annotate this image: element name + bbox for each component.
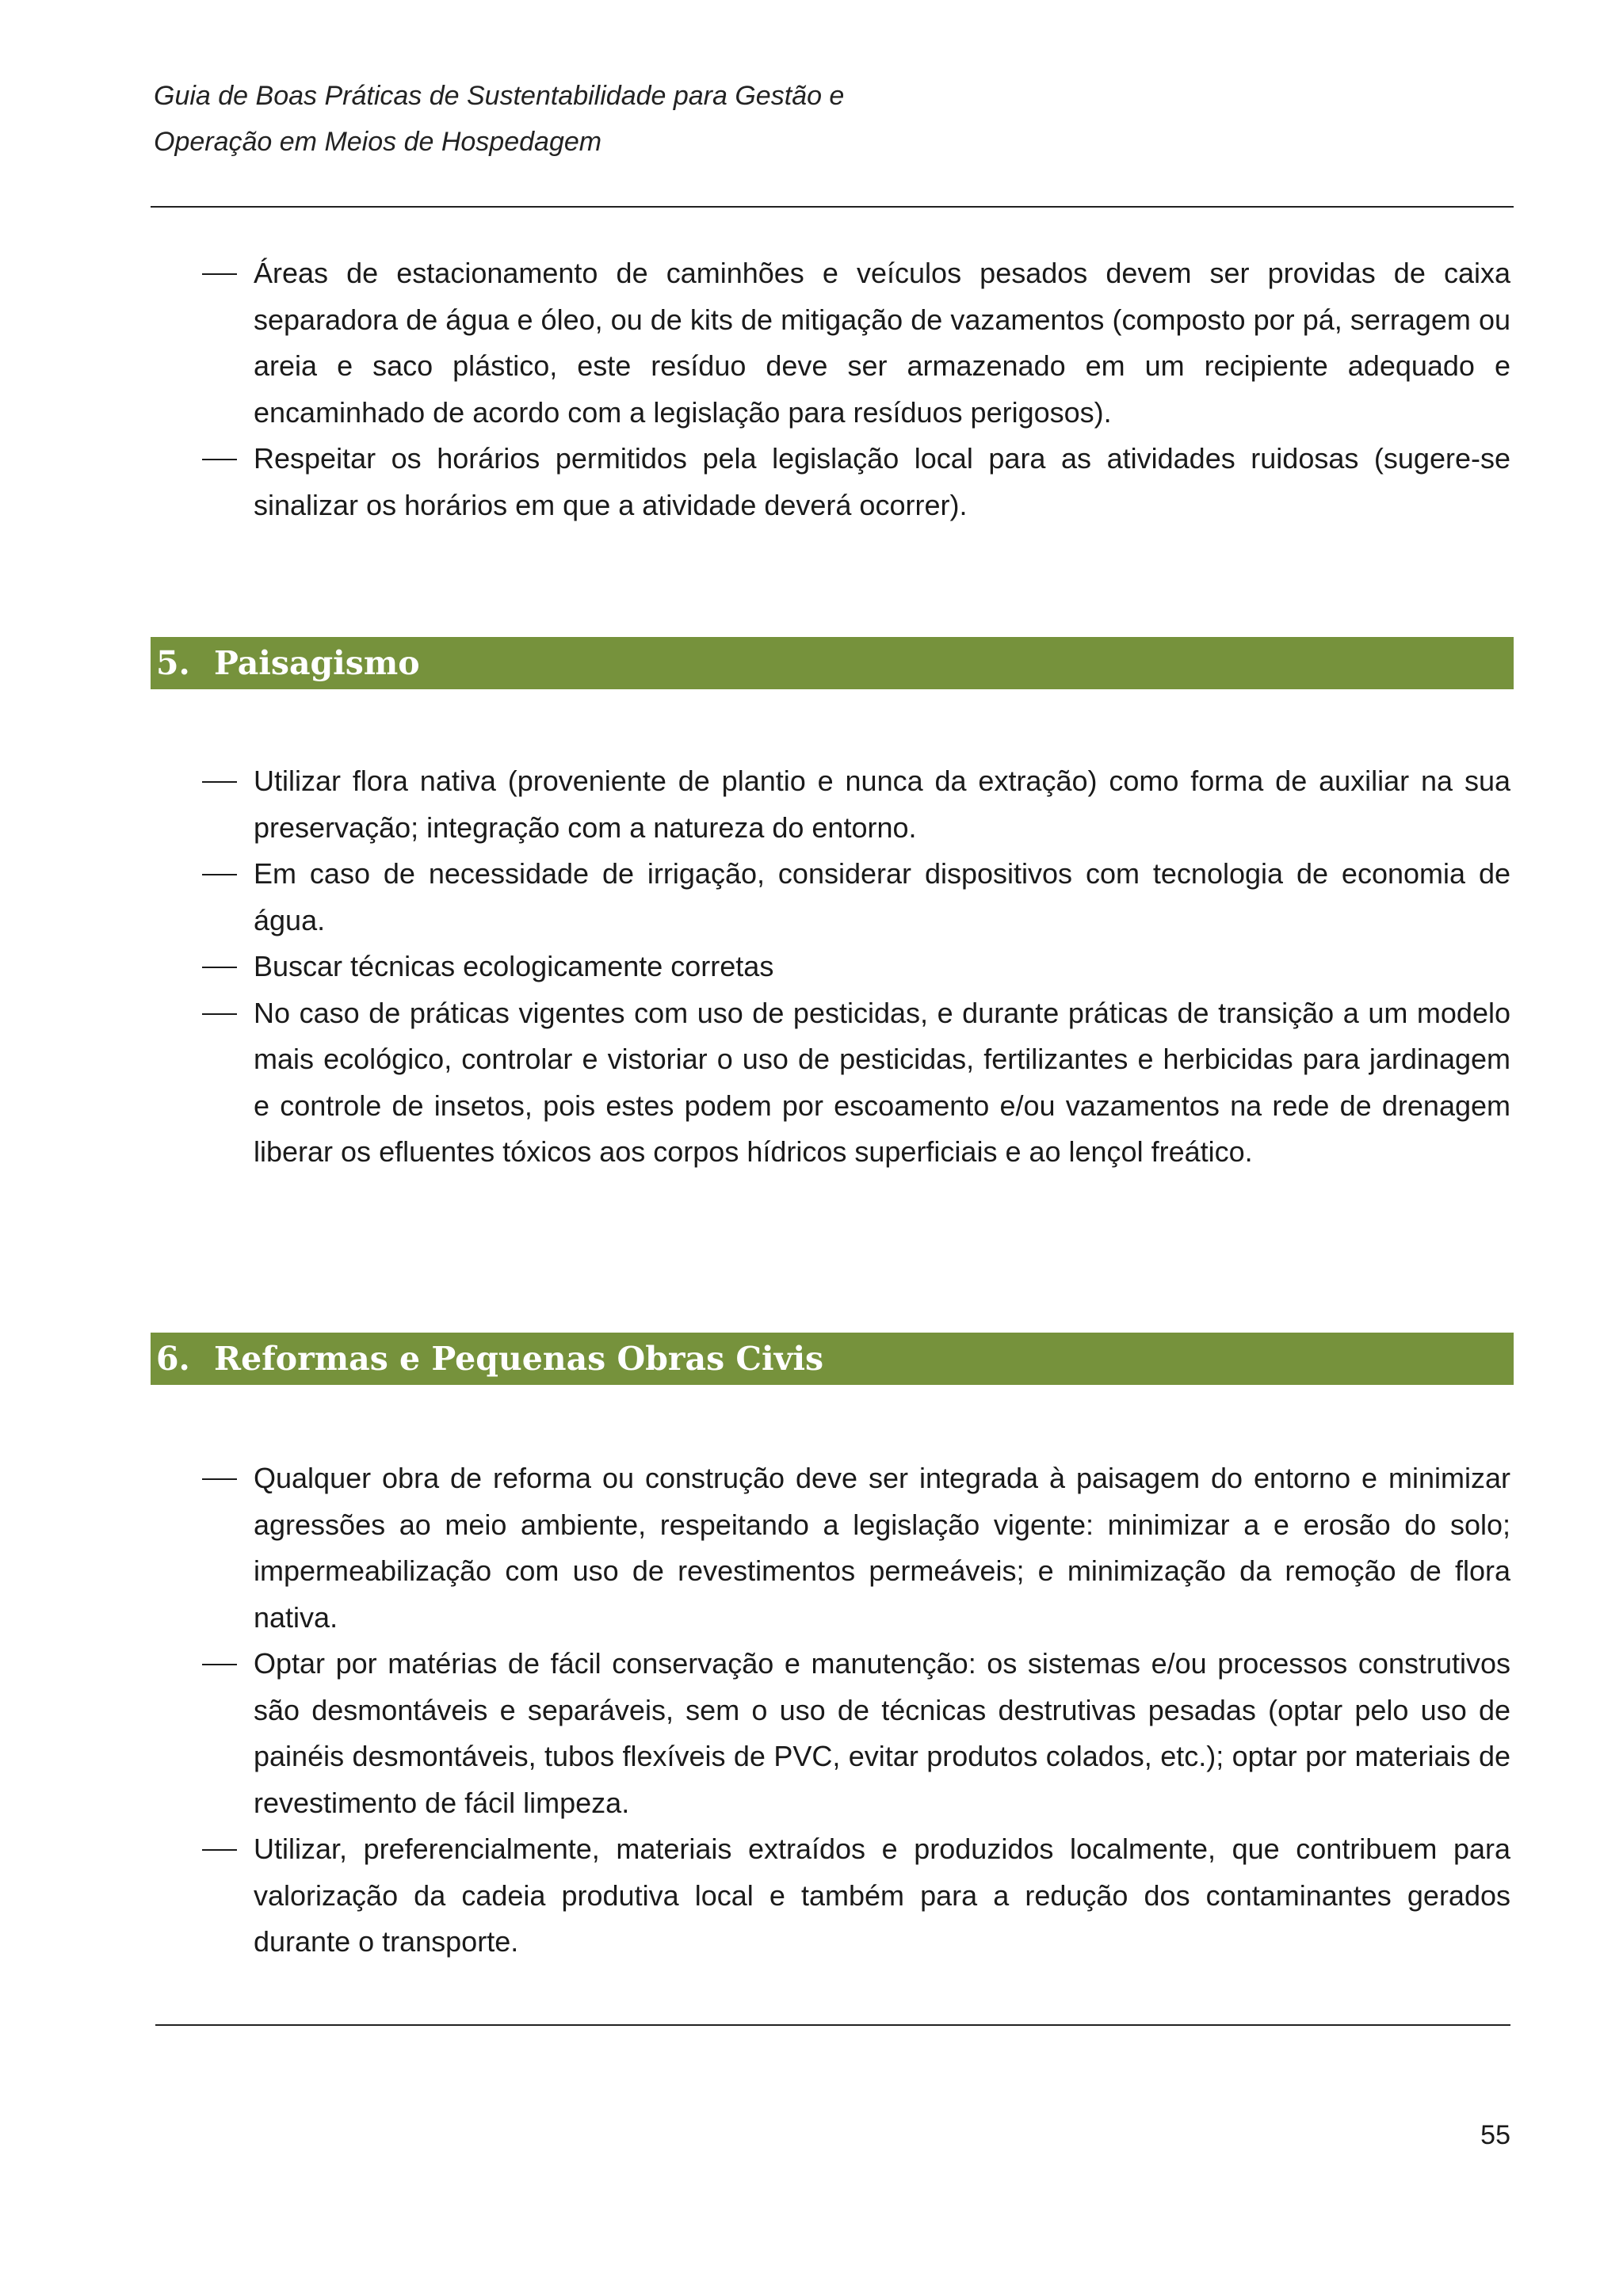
intro-bullet-list	[198, 250, 1510, 528]
section-number: 5.	[156, 644, 190, 682]
list-item-text: Qualquer obra de reforma ou construção deve ser integrada à paisagem do entorno e minimizar agressões ao meio ambiente, respeitando a legislação vigente: minimizar a e erosão do solo; impermeabilização com uso de revestimentos permeáveis; e minimização da remoção de flora nativa.	[254, 1462, 1510, 1634]
list-item-text: Optar por matérias de fácil conservação e manutenção: os sistemas e/ou processos construtivos são desmontáveis e separáveis, sem o uso de técnicas destrutivas pesadas (optar pelo uso de painéis desmontáveis, tubos flexíveis de PVC, evitar produtos colados, etc.); optar por materiais de revestimento de fácil limpeza.	[254, 1647, 1510, 1819]
reformas-bullet-list	[198, 1455, 1510, 1966]
header-title-line-2: Operação em Meios de Hospedagem	[154, 127, 602, 157]
list-item-text: Utilizar flora nativa (proveniente de plantio e nunca da extração) como forma de auxiliar na sua preservação; integração com a natureza do entorno.	[254, 765, 1510, 844]
dash-bullet-icon	[202, 273, 237, 275]
dash-bullet-icon	[202, 781, 237, 783]
list-item	[198, 851, 1510, 944]
section-title: Reformas e Pequenas Obras Civis	[214, 1340, 824, 1378]
dash-bullet-icon	[202, 874, 237, 875]
list-item	[198, 1641, 1510, 1826]
list-item-text: Buscar técnicas ecologicamente corretas	[254, 950, 774, 982]
list-item	[198, 944, 1510, 990]
list-item	[198, 1455, 1510, 1641]
list-item-text: No caso de práticas vigentes com uso de pesticidas, e durante práticas de transição a um modelo mais ecológico, controlar e vistoriar o uso de pesticidas, fertilizantes e herbicidas para jardinagem e controle de insetos, pois estes podem por escoamento e/ou vazamentos na rede de drenagem liberar os efluentes tóxicos aos corpos hídricos superficiais e ao lençol freático.	[254, 996, 1510, 1168]
dash-bullet-icon	[202, 1664, 237, 1665]
list-item-text: Áreas de estacionamento de caminhões e veículos pesados devem ser providas de caixa separadora de água e óleo, ou de kits de mitigação de vazamentos (composto por pá, serragem ou areia e saco plástico, este resíduo deve ser armazenado em um recipiente adequado e encaminhado de acordo com a legislação para resíduos perigosos).	[254, 257, 1510, 429]
dash-bullet-icon	[202, 1849, 237, 1851]
list-item	[198, 990, 1510, 1176]
page-number: 55	[1480, 2120, 1510, 2150]
list-item	[198, 1826, 1510, 1966]
list-item-text: Respeitar os horários permitidos pela legislação local para as atividades ruidosas (sugere-se sinalizar os horários em que a atividade deverá ocorrer).	[254, 442, 1510, 521]
header-divider	[151, 206, 1514, 208]
dash-bullet-icon	[202, 1013, 237, 1015]
dash-bullet-icon	[202, 967, 237, 968]
footer-divider	[155, 2024, 1510, 2026]
list-item	[198, 436, 1510, 528]
section-heading-reformas	[151, 1333, 1514, 1385]
section-title: Paisagismo	[214, 644, 420, 682]
section-heading-paisagismo	[151, 637, 1514, 689]
list-item	[198, 758, 1510, 851]
list-item-text: Em caso de necessidade de irrigação, considerar dispositivos com tecnologia de economia de água.	[254, 857, 1510, 936]
list-item-text: Utilizar, preferencialmente, materiais extraídos e produzidos localmente, que contribuem para valorização da cadeia produtiva local e também para a redução dos contaminantes gerados durante o transporte.	[254, 1833, 1510, 1958]
list-item	[198, 250, 1510, 436]
paisagismo-bullet-list	[198, 758, 1510, 1176]
dash-bullet-icon	[202, 1478, 237, 1480]
header-title-line-1: Guia de Boas Práticas de Sustentabilidade para Gestão e	[154, 81, 845, 111]
section-number: 6.	[156, 1340, 190, 1378]
dash-bullet-icon	[202, 459, 237, 460]
page-header	[154, 73, 1342, 165]
